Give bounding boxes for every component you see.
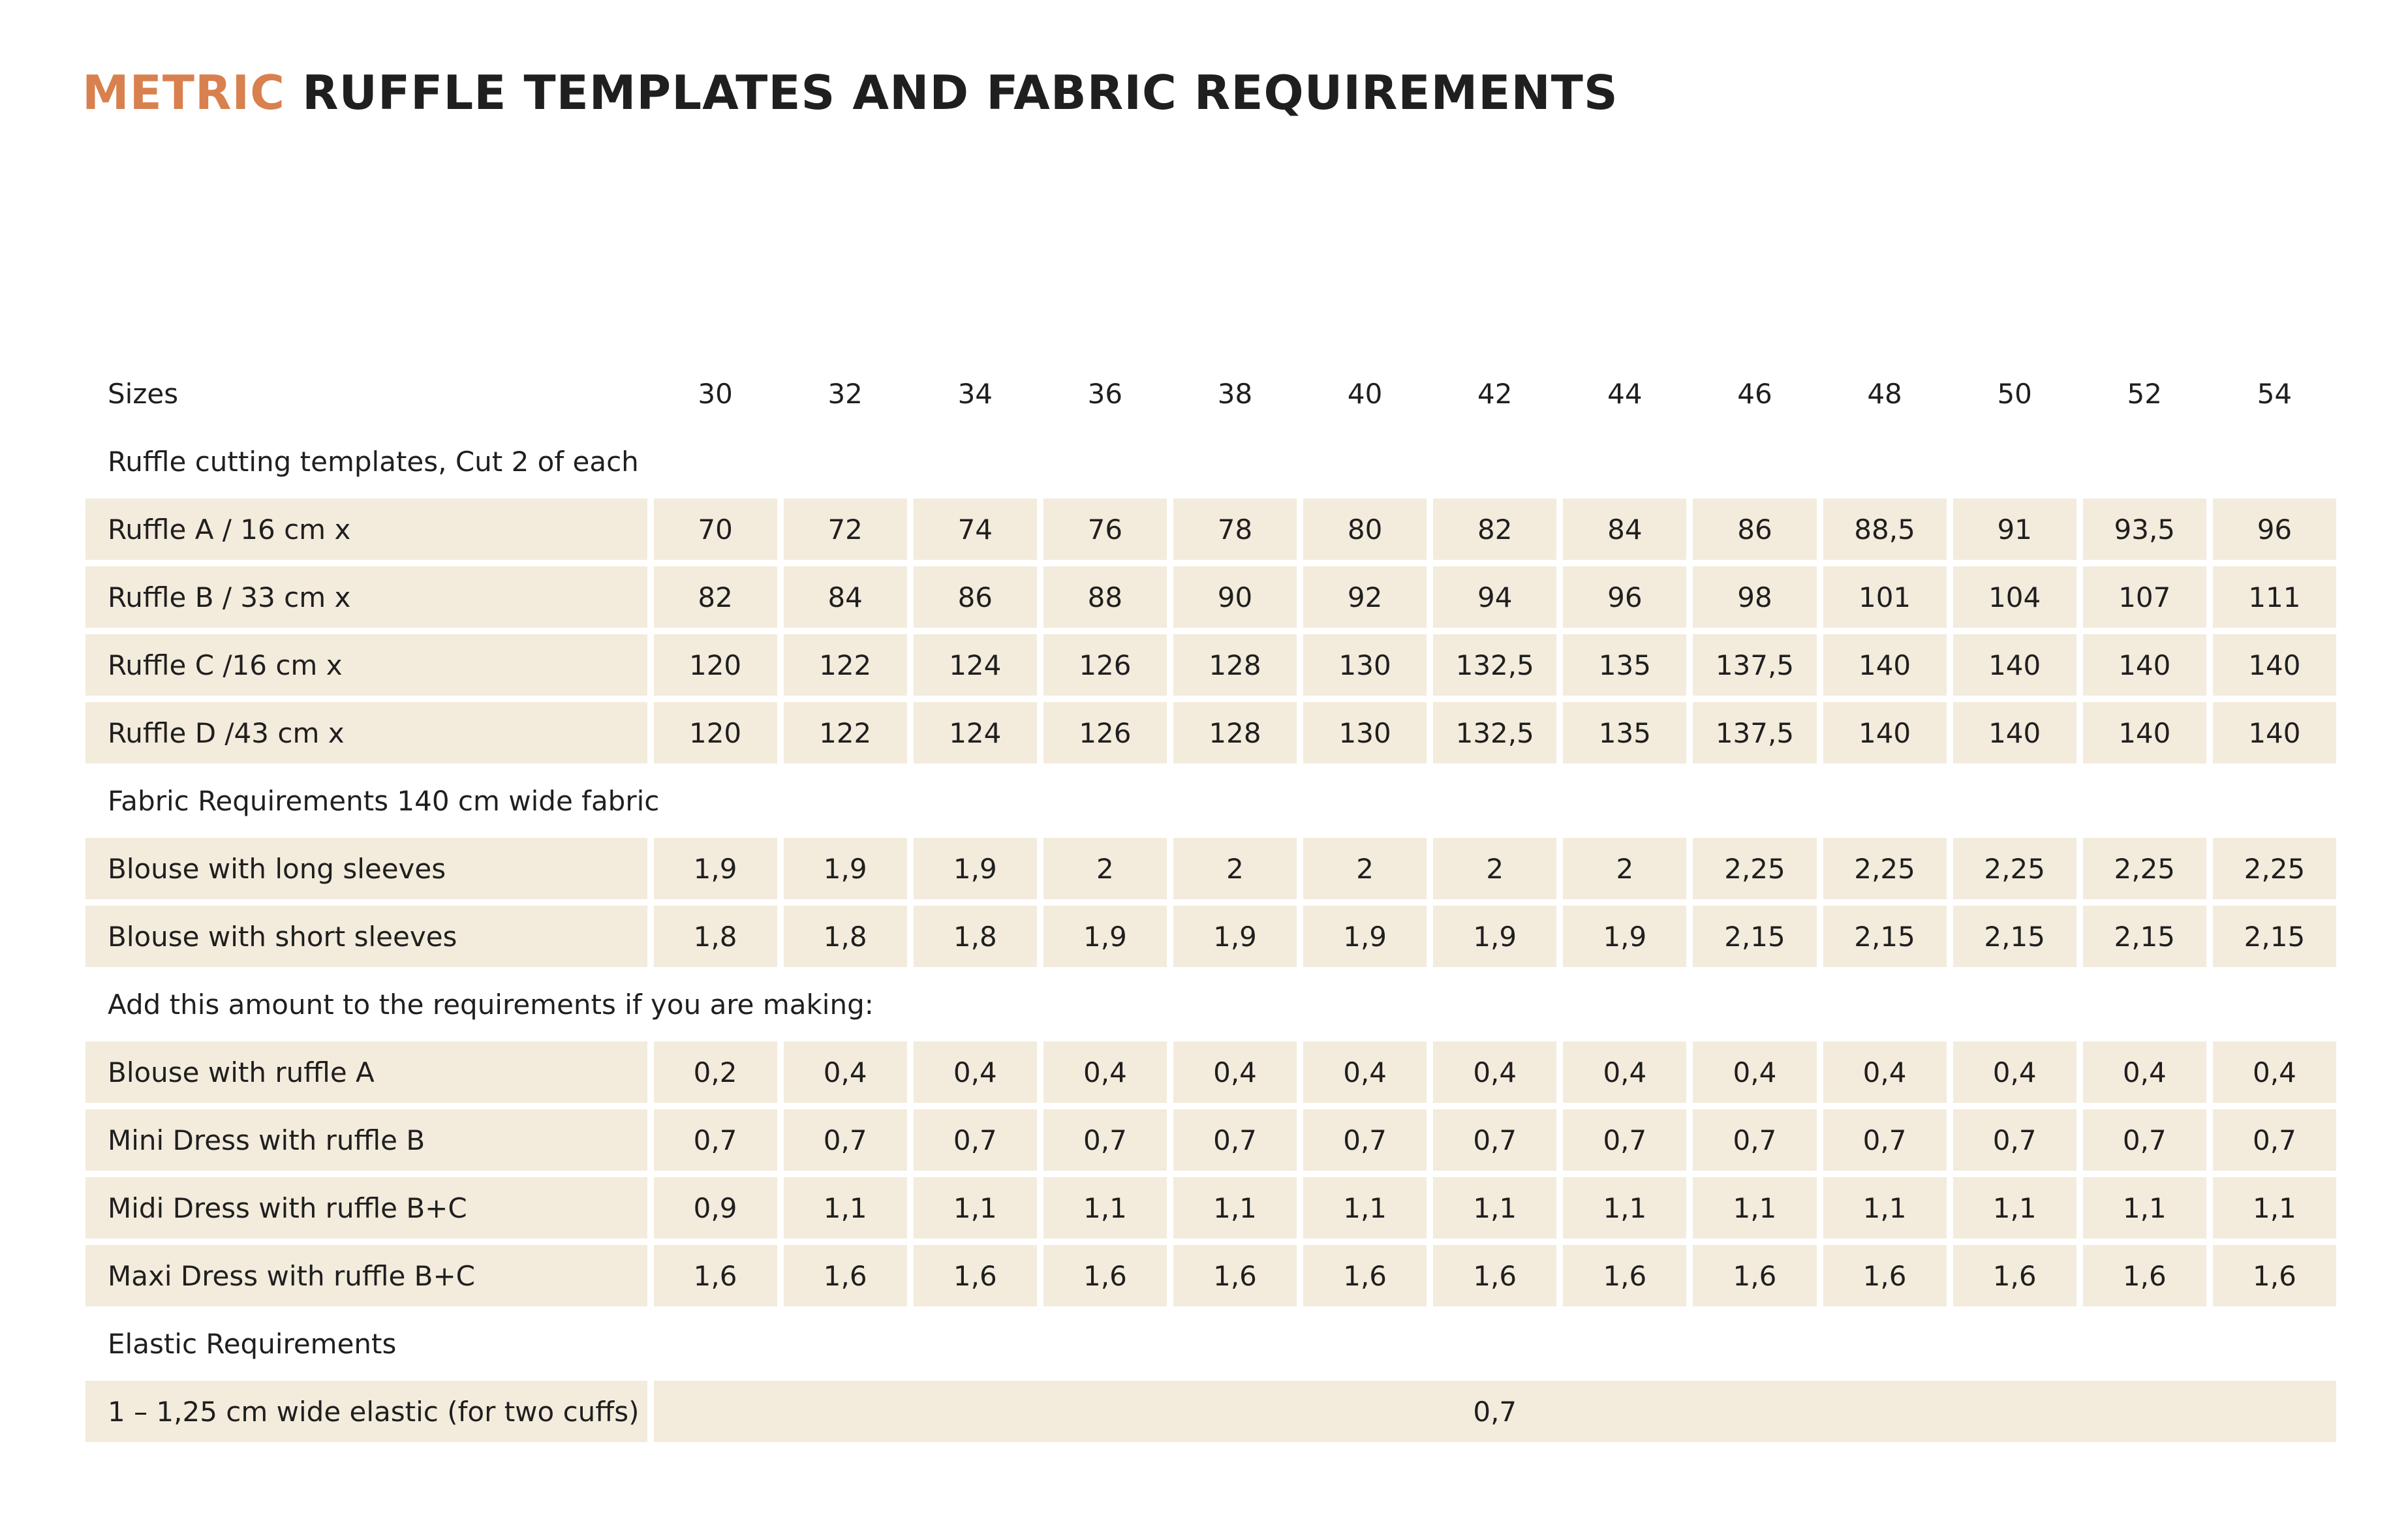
value-cell: 101 [1823,566,1947,628]
value-cell: 1,6 [784,1245,907,1306]
value-cell: 0,7 [1953,1109,2076,1171]
value-cell: 1,6 [654,1245,777,1306]
value-cell: 2,15 [1693,906,1816,967]
value-cell: 140 [2083,702,2206,763]
value-cell: 0,4 [914,1041,1037,1103]
section-heading: Ruffle cutting templates, Cut 2 of each [108,445,639,478]
value-cell: 0,4 [1433,1041,1556,1103]
value-cell: 126 [1043,634,1167,696]
value-cell: 124 [914,634,1037,696]
value-cell: 1,9 [1563,906,1686,967]
value-cell: 84 [784,566,907,628]
value-cell: 1,6 [1693,1245,1816,1306]
value-cell: 0,4 [1173,1041,1297,1103]
value-cell: 0,4 [2083,1041,2206,1103]
value-cell: 0,7 [1823,1109,1947,1171]
row-label: 1 – 1,25 cm wide elastic (for two cuffs) [85,1381,647,1442]
value-cell: 1,6 [1043,1245,1167,1306]
value-cell: 0,4 [784,1041,907,1103]
value-cell: 140 [1823,702,1947,763]
value-cell: 2 [1043,838,1167,899]
table-row [85,1381,2336,1442]
value-cell: 2,15 [2213,906,2336,967]
value-cell: 1,6 [2083,1245,2206,1306]
sizes-header-row [85,363,2336,424]
value-cell: 78 [1173,499,1297,560]
value-cell: 1,1 [914,1177,1037,1238]
value-cell: 107 [2083,566,2206,628]
value-cell: 1,6 [914,1245,1037,1306]
value-cell: 80 [1303,499,1427,560]
value-cell: 74 [914,499,1037,560]
value-cell: 2,25 [1823,838,1947,899]
sizes-header-label: Sizes [108,377,179,410]
value-cell: 0,7 [1173,1109,1297,1171]
value-cell: 1,1 [1563,1177,1686,1238]
value-cell: 0,4 [1823,1041,1947,1103]
section-heading-row [85,431,2336,492]
value-cell: 135 [1563,634,1686,696]
value-cell: 1,6 [2213,1245,2336,1306]
row-label: Ruffle D /43 cm x [85,702,647,763]
value-cell: 0,7 [2213,1109,2336,1171]
value-cell: 1,6 [1303,1245,1427,1306]
size-header-cell: 52 [2127,377,2162,410]
value-cell: 2 [1563,838,1686,899]
value-cell: 2,25 [1953,838,2076,899]
section-heading-row [85,1313,2336,1374]
row-label: Mini Dress with ruffle B [85,1109,647,1171]
value-cell: 2,25 [1693,838,1816,899]
value-cell: 2,15 [1953,906,2076,967]
value-cell: 1,1 [784,1177,907,1238]
size-header-cell: 40 [1347,377,1383,410]
value-cell: 2 [1303,838,1427,899]
size-header-cell: 44 [1607,377,1643,410]
value-cell: 1,9 [1433,906,1556,967]
value-cell: 135 [1563,702,1686,763]
merged-value-cell: 0,7 [654,1381,2336,1442]
value-cell: 111 [2213,566,2336,628]
value-cell: 0,7 [784,1109,907,1171]
table-row [85,906,2336,967]
value-cell: 91 [1953,499,2076,560]
value-cell: 132,5 [1433,702,1556,763]
value-cell: 2,15 [2083,906,2206,967]
value-cell: 0,9 [654,1177,777,1238]
value-cell: 140 [1953,702,2076,763]
value-cell: 0,7 [1693,1109,1816,1171]
value-cell: 104 [1953,566,2076,628]
table-row [85,838,2336,899]
value-cell: 137,5 [1693,702,1816,763]
value-cell: 130 [1303,634,1427,696]
value-cell: 0,4 [1693,1041,1816,1103]
row-label: Blouse with ruffle A [85,1041,647,1103]
table-row [85,1109,2336,1171]
size-header-cell: 34 [957,377,993,410]
size-header-cell: 32 [827,377,863,410]
value-cell: 0,7 [914,1109,1037,1171]
value-cell: 0,2 [654,1041,777,1103]
value-cell: 122 [784,634,907,696]
value-cell: 1,9 [1043,906,1167,967]
page-title-rest: RUFFLE TEMPLATES AND FABRIC REQUIREMENTS [285,65,1618,120]
value-cell: 0,7 [1563,1109,1686,1171]
value-cell: 124 [914,702,1037,763]
value-cell: 1,1 [1823,1177,1947,1238]
value-cell: 1,9 [654,838,777,899]
row-label: Maxi Dress with ruffle B+C [85,1245,647,1306]
value-cell: 126 [1043,702,1167,763]
value-cell: 0,7 [1433,1109,1556,1171]
value-cell: 1,6 [1563,1245,1686,1306]
value-cell: 128 [1173,702,1297,763]
value-cell: 0,4 [1043,1041,1167,1103]
value-cell: 128 [1173,634,1297,696]
size-header-cell: 46 [1737,377,1772,410]
section-heading: Fabric Requirements 140 cm wide fabric [108,784,660,817]
section-heading: Elastic Requirements [108,1327,397,1360]
table-row [85,566,2336,628]
page-title [82,65,1618,120]
value-cell: 1,6 [1953,1245,2076,1306]
value-cell: 1,1 [1433,1177,1556,1238]
value-cell: 90 [1173,566,1297,628]
value-cell: 140 [2083,634,2206,696]
value-cell: 132,5 [1433,634,1556,696]
page-title-accent: METRIC [82,65,286,120]
row-label: Midi Dress with ruffle B+C [85,1177,647,1238]
value-cell: 2,15 [1823,906,1947,967]
value-cell: 0,7 [654,1109,777,1171]
value-cell: 1,6 [1173,1245,1297,1306]
value-cell: 1,1 [2083,1177,2206,1238]
value-cell: 96 [1563,566,1686,628]
value-cell: 1,1 [2213,1177,2336,1238]
table-row [85,1041,2336,1103]
value-cell: 1,1 [1043,1177,1167,1238]
value-cell: 130 [1303,702,1427,763]
value-cell: 0,7 [1043,1109,1167,1171]
value-cell: 1,9 [914,838,1037,899]
table-row [85,634,2336,696]
value-cell: 140 [1953,634,2076,696]
value-cell: 1,9 [784,838,907,899]
row-label: Ruffle B / 33 cm x [85,566,647,628]
size-header-cell: 50 [1997,377,2032,410]
size-header-cell: 48 [1867,377,1902,410]
row-label: Ruffle A / 16 cm x [85,499,647,560]
value-cell: 82 [1433,499,1556,560]
size-header-cell: 42 [1477,377,1513,410]
value-cell: 2,25 [2083,838,2206,899]
table-row [85,1245,2336,1306]
value-cell: 86 [1693,499,1816,560]
table-body [85,431,2336,1442]
value-cell: 0,7 [1303,1109,1427,1171]
value-cell: 2,25 [2213,838,2336,899]
table-row [85,702,2336,763]
value-cell: 0,4 [1303,1041,1427,1103]
value-cell: 1,1 [1173,1177,1297,1238]
value-cell: 0,7 [2083,1109,2206,1171]
value-cell: 0,4 [1563,1041,1686,1103]
table-row [85,499,2336,560]
value-cell: 76 [1043,499,1167,560]
value-cell: 82 [654,566,777,628]
value-cell: 0,4 [2213,1041,2336,1103]
row-label: Ruffle C /16 cm x [85,634,647,696]
value-cell: 72 [784,499,907,560]
value-cell: 120 [654,702,777,763]
value-cell: 98 [1693,566,1816,628]
section-heading: Add this amount to the requirements if you are making: [108,988,874,1021]
value-cell: 2 [1173,838,1297,899]
section-heading-row [85,974,2336,1035]
value-cell: 88,5 [1823,499,1947,560]
section-heading-row [85,770,2336,831]
value-cell: 1,9 [1173,906,1297,967]
size-header-cell: 36 [1087,377,1123,410]
size-header-cell: 30 [698,377,733,410]
value-cell: 1,8 [914,906,1037,967]
value-cell: 120 [654,634,777,696]
table-row [85,1177,2336,1238]
size-header-cell: 38 [1217,377,1253,410]
value-cell: 88 [1043,566,1167,628]
size-header-cell: 54 [2257,377,2292,410]
requirements-table [79,356,2343,1449]
value-cell: 2 [1433,838,1556,899]
value-cell: 96 [2213,499,2336,560]
value-cell: 93,5 [2083,499,2206,560]
value-cell: 140 [2213,702,2336,763]
value-cell: 1,1 [1693,1177,1816,1238]
value-cell: 140 [2213,634,2336,696]
value-cell: 122 [784,702,907,763]
value-cell: 1,1 [1303,1177,1427,1238]
value-cell: 1,6 [1433,1245,1556,1306]
value-cell: 1,8 [654,906,777,967]
value-cell: 137,5 [1693,634,1816,696]
value-cell: 84 [1563,499,1686,560]
value-cell: 1,6 [1823,1245,1947,1306]
value-cell: 1,1 [1953,1177,2076,1238]
value-cell: 70 [654,499,777,560]
requirements-table-container [85,363,2336,1442]
value-cell: 1,8 [784,906,907,967]
value-cell: 140 [1823,634,1947,696]
value-cell: 92 [1303,566,1427,628]
value-cell: 86 [914,566,1037,628]
value-cell: 94 [1433,566,1556,628]
value-cell: 0,4 [1953,1041,2076,1103]
row-label: Blouse with short sleeves [85,906,647,967]
value-cell: 1,9 [1303,906,1427,967]
row-label: Blouse with long sleeves [85,838,647,899]
